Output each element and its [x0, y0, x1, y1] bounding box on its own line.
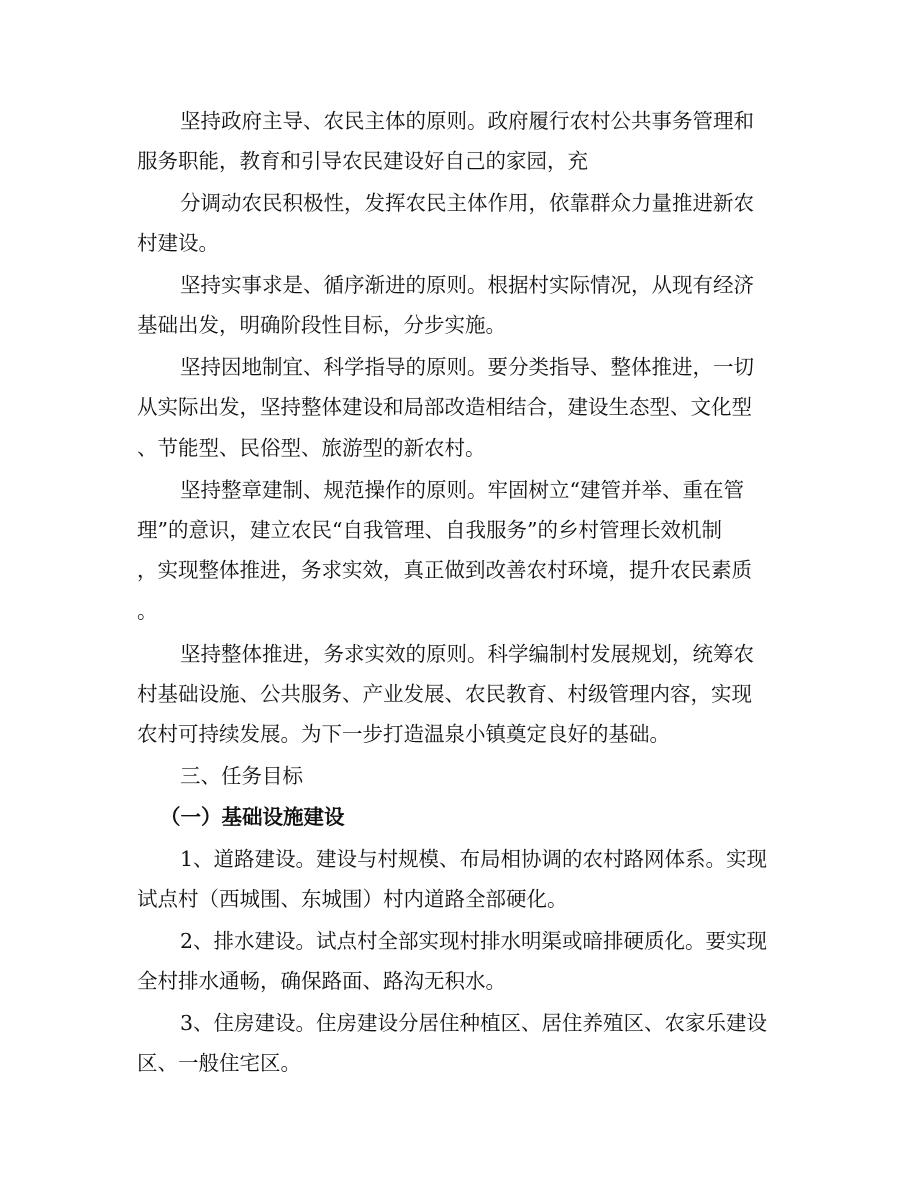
paragraph-line: 坚持整体推进，务求实效的原则。科学编制村发展规划，统筹农: [180, 642, 754, 666]
paragraph-line: 农村可持续发展。为下一步打造温泉小镇奠定良好的基础。: [137, 722, 670, 746]
list-item-line: 试点村（西城围、东城围）村内道路全部硬化。: [137, 887, 568, 911]
paragraph-line: 理”的意识，建立农民“自我管理、自我服务”的乡村管理长效机制: [137, 518, 722, 542]
paragraph-line: 坚持因地制宜、科学指导的原则。要分类指导、整体推进，一切: [180, 355, 754, 379]
paragraph-line: 坚持政府主导、农民主体的原则。政府履行农村公共事务管理和: [180, 109, 754, 133]
paragraph-line: 从实际出发，坚持整体建设和局部改造相结合，建设生态型、文化型: [137, 395, 752, 419]
paragraph-line: ，实现整体推进，务求实效，真正做到改善农村环境，提升农民素质: [137, 558, 752, 582]
list-item-line: 1、道路建设。建设与村规模、布局相协调的农村路网体系。实现: [180, 847, 768, 871]
paragraph-line: 、节能型、民俗型、旅游型的新农村。: [137, 436, 486, 460]
paragraph-line: 服务职能，教育和引导农民建设好自己的家园，充: [137, 149, 588, 173]
paragraph-line: 坚持整章建制、规范操作的原则。牢固树立“建管并举、重在管: [180, 478, 744, 502]
paragraph-line: 村基础设施、公共服务、产业发展、农民教育、村级管理内容，实现: [137, 682, 752, 706]
paragraph-line: 分调动农民积极性，发挥农民主体作用，依靠群众力量推进新农: [180, 191, 754, 215]
list-item-line: 3、住房建设。住房建设分居住种植区、居住养殖区、农家乐建设: [180, 1011, 768, 1035]
paragraph-line: 坚持实事求是、循序渐进的原则。根据村实际情况，从现有经济: [180, 273, 754, 297]
list-item-line: 2、排水建设。试点村全部实现村排水明渠或暗排硬质化。要实现: [180, 929, 768, 953]
subsection-heading: （一）基础设施建设: [160, 805, 345, 829]
list-item-line: 全村排水通畅，确保路面、路沟无积水。: [137, 969, 506, 993]
paragraph-line: 。: [137, 599, 158, 623]
section-heading: 三、任务目标: [180, 764, 303, 788]
paragraph-line: 村建设。: [137, 231, 219, 255]
list-item-line: 区、一般住宅区。: [137, 1051, 301, 1075]
paragraph-line: 基础出发，明确阶段性目标，分步实施。: [137, 313, 506, 337]
